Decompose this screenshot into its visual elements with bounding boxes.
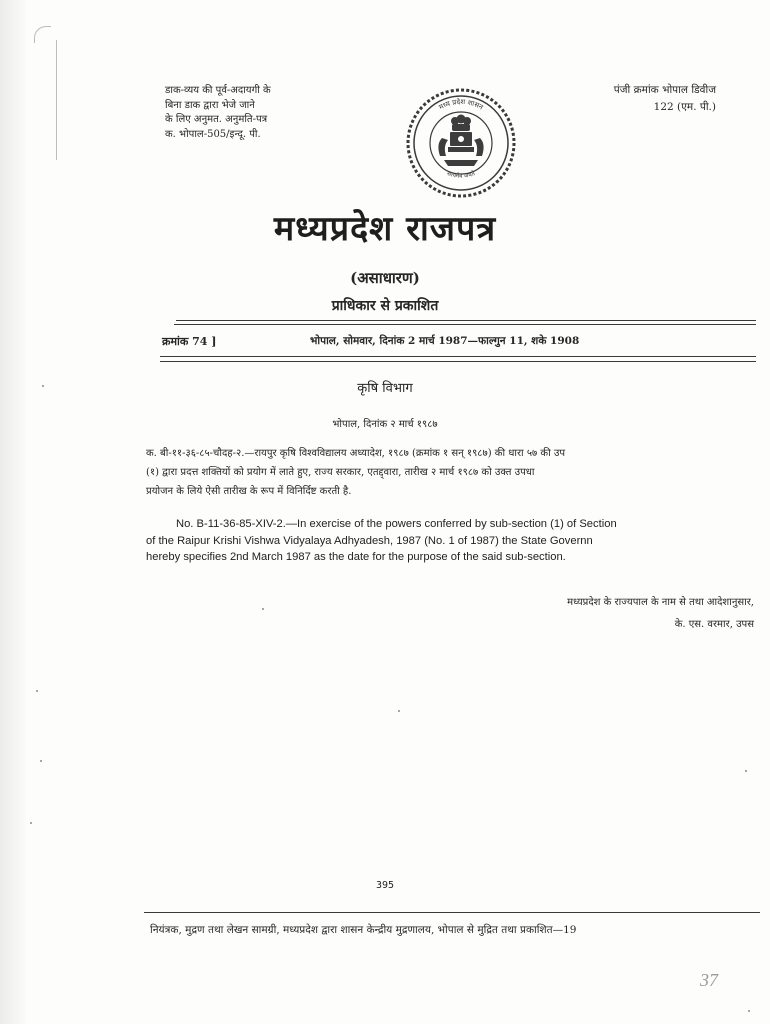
registration-number — [614, 82, 716, 116]
top-rule-thin — [174, 324, 756, 325]
scan-speck — [398, 710, 400, 712]
state-emblem-seal — [400, 86, 522, 200]
scan-speck — [745, 770, 747, 772]
page-number: 395 — [375, 880, 395, 891]
department-heading: कृषि विभाग — [357, 381, 413, 396]
hindi-notification — [146, 444, 760, 501]
postal-note-line: डाक-व्यय की पूर्व-अदायगी के — [165, 85, 271, 96]
top-rule — [176, 320, 756, 321]
published-by-authority: प्राधिकार से प्रकाशित — [331, 298, 439, 314]
middle-rule-thick — [160, 361, 756, 362]
hindi-line: (१) द्वारा प्रदत्त शक्तियों को प्रयोग में लाते हुए, राज्य सरकार, एतद्द्वारा, तारीख २ मार्च १९८७ को उक्त उपधा — [146, 467, 535, 478]
registration-line: पंजी क्रमांक भोपाल डिवीज — [613, 84, 716, 96]
english-line: of the Raipur Krishi Vishwa Vidyalaya Adhyadesh, 1987 (No. 1 of 1987) the State Governn — [146, 534, 593, 547]
postal-note-line: के लिए अनुमत. अनुमति-पत्र — [165, 114, 268, 125]
printer-imprint: नियंत्रक, मुद्रण तथा लेखन सामग्री, मध्यप्रदेश द्वारा शासन केन्द्रीय मुद्रणालय, भोपाल से मुद्रित तथा प्रकाशित—19 — [150, 924, 577, 936]
middle-rule — [160, 356, 756, 357]
svg-text:सत्यमेव जयते — [446, 169, 477, 180]
order-line: मध्यप्रदेश के राज्यपाल के नाम से तथा आदेशानुसार, — [567, 597, 754, 608]
issue-dateline: भोपाल, सोमवार, दिनांक 2 मार्च 1987—फाल्गुन 11, शके 1908 — [310, 335, 580, 347]
english-notification — [146, 516, 762, 566]
signatory: के. एस. वरमार, उपस — [674, 619, 754, 630]
issue-number: क्रमांक 74 ] — [162, 335, 217, 348]
handwritten-folio-number: 37 — [700, 970, 718, 990]
scan-speck — [748, 1010, 750, 1012]
gazette-edition: (असाधारण) — [350, 269, 420, 287]
postal-note-line: बिना डाक द्वारा भेजे जाने — [165, 99, 255, 111]
postal-permission-note — [165, 84, 271, 142]
left-margin-line — [56, 40, 57, 160]
scan-shadow-edge — [0, 0, 26, 1024]
gazette-title: मध्यप्रदेश राजपत्र — [273, 209, 497, 249]
english-line: No. B-11-36-85-XIV-2.—In exercise of the powers conferred by sub-section (1) of Section — [176, 518, 617, 530]
margin-curl — [34, 26, 51, 43]
footer-rule — [144, 912, 760, 913]
scan-speck — [30, 822, 32, 824]
postal-note-line: क. भोपाल-505/इन्दू. पी. — [165, 128, 261, 140]
scan-speck — [262, 608, 264, 610]
scan-speck — [40, 760, 42, 762]
notification-date: भोपाल, दिनांक २ मार्च १९८७ — [332, 419, 438, 430]
scan-speck — [36, 690, 38, 692]
lion-capital-icon — [438, 115, 483, 167]
scan-speck — [42, 385, 44, 387]
hindi-line: क. बी-११-३६-८५-चौदह-२.—रायपुर कृषि विश्वविद्यालय अध्यादेश, १९८७ (क्रमांक १ सन् १९८७) की धारा ५७ की उप — [146, 448, 566, 459]
registration-line: 122 (एम. पी.) — [653, 101, 716, 113]
english-line: hereby specifies 2nd March 1987 as the date for the purpose of the said sub-section. — [146, 551, 566, 563]
seal-legend-bottom: सत्यमेव जयते — [445, 170, 477, 180]
seal-legend-top: मध्य प्रदेश शासन — [437, 97, 485, 112]
hindi-line: प्रयोजन के लिये ऐसी तारीख के रूप में विनिर्दिष्ट करती है. — [146, 486, 352, 497]
